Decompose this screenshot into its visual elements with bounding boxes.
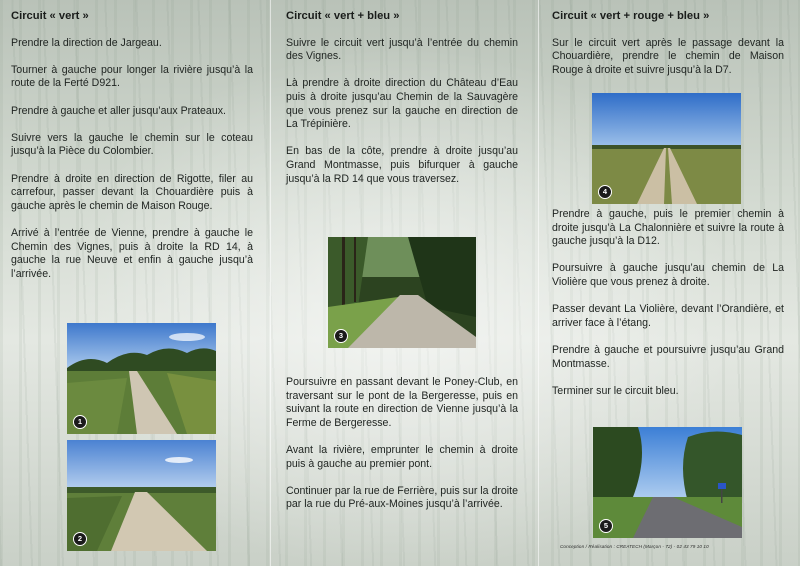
grass-path-under-blue-sky-icon [67,323,216,434]
paragraph: Arrivé à l’entrée de Vienne, prendre à gauche le Chemin des Vignes, puis à droite la RD 14, à gauche la rue Neuve et enfin à gauche jusqu’à l’arrivée. [11,226,253,280]
gravel-road-through-fields-icon [67,440,216,551]
column-circuit-vert-rouge-bleu-continued [552,208,784,412]
paragraph: Suivre vers la gauche le chemin sur le coteau jusqu’à la Pièce du Colombier. [11,131,253,158]
photo-2 [67,440,216,551]
field-track-icon [592,93,741,204]
paragraph: Là prendre à droite direction du Château d’Eau puis à droite jusqu’au Chemin de la Sauvagère que vous prenez sur la gauche en direction de La Trépinière. [286,77,518,131]
paragraph: Tourner à gauche pour longer la rivière jusqu’à la route de la Ferté D921. [11,63,253,90]
paragraph: Sur le circuit vert après le passage devant la Chouardière, prendre le chemin de Maison Rouge à droite et suivre jusqu’à la D7. [552,36,784,76]
paragraph: Suivre le circuit vert jusqu’à l’entrée du chemin des Vignes. [286,36,518,63]
circuit-title: Circuit « vert + rouge + bleu » [552,10,710,22]
paragraph: Passer devant La Violière, devant l’Orandière, et arriver face à l’étang. [552,303,784,329]
paragraph: Avant la rivière, emprunter le chemin à droite puis à gauche au premier pont. [286,443,518,470]
credit-line: Conception / Réalisation : CREATECH (Marçon - 72) - 02 43 79 10 10 [560,544,709,549]
photo-number-badge: 2 [73,532,87,546]
paragraph: Prendre à gauche et poursuivre jusqu’au Grand Montmasse. [552,343,784,370]
paragraph: Poursuivre à gauche jusqu’au chemin de La Violière que vous prenez à droite. [552,262,784,288]
paragraph: Prendre à gauche, puis le premier chemin à droite jusqu’à La Chalonnière et suivre la route à gauche jusqu’à la D12. [552,208,784,248]
forest-road-icon [328,237,476,348]
column-circuit-vert-bleu-continued [286,376,518,526]
photo-number-badge: 1 [73,415,87,429]
paragraph: Prendre la direction de Jargeau. [11,36,162,49]
photo-5 [593,427,742,538]
photo-number-badge: 5 [599,519,613,533]
photo-1 [67,323,216,434]
photo-number-badge: 3 [334,329,348,343]
paragraph: Prendre à gauche et aller jusqu’aux Prateaux. [11,104,226,117]
photo-4 [592,93,741,204]
paved-road-with-trees-icon [593,427,742,538]
paragraph: Terminer sur le circuit bleu. [552,384,679,397]
photo-3 [328,237,476,348]
column-circuit-vert [11,10,253,295]
circuit-title: Circuit « vert » [11,10,89,22]
fold-line [538,0,539,566]
circuit-title: Circuit « vert + bleu » [286,10,400,22]
column-circuit-vert-rouge-bleu [552,10,784,91]
paragraph: En bas de la côte, prendre à droite jusqu’au Grand Montmasse, puis bifurquer à gauche jusqu’à la RD 14 que vous traversez. [286,145,518,185]
fold-line [270,0,271,566]
photo-number-badge: 4 [598,185,612,199]
paragraph: Prendre à droite en direction de Rigotte, filer au carrefour, passer devant la Chouardière puis à gauche après le chemin de Maison Rouge. [11,172,253,212]
paragraph: Continuer par la rue de Ferrière, puis sur la droite par la rue du Pré-aux-Moines jusqu’à l’arrivée. [286,484,518,511]
paragraph: Poursuivre en passant devant le Poney-Club, en traversant sur le pont de la Bergeresse, puis en suivant la route en direction de Vienne jusqu’à la Ferme de Bergeresse. [286,376,518,429]
column-circuit-vert-bleu [286,10,518,200]
